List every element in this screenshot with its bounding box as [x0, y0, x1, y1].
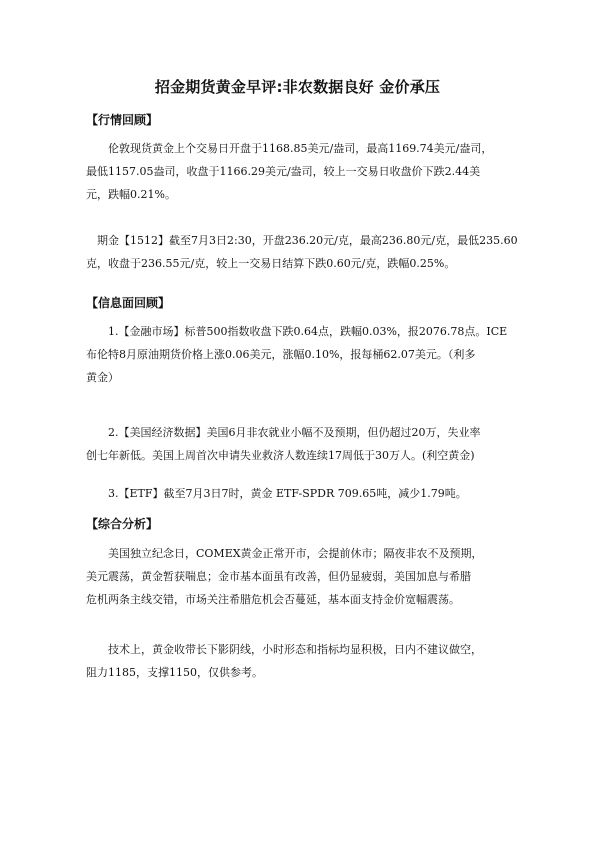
- paragraph-line: 美国独立纪念日，COMEX黄金正常开市，会提前休市；隔夜非农不及预期，: [86, 547, 483, 560]
- paragraph-us-economic-data: [86, 421, 516, 467]
- paragraph-line: 最低1157.05盎司，收盘于1166.29美元/盎司，较上一交易日收盘价下跌2.44美: [86, 165, 481, 178]
- paragraph-financial-market: [86, 320, 516, 389]
- paragraph-line: 克，收盘于236.55元/克，较上一交易日结算下跌0.60元/克，跌幅0.25%。: [86, 257, 456, 270]
- paragraph-line: 黄金）: [86, 371, 119, 384]
- paragraph-line: 阻力1185，支撑1150，仅供参考。: [86, 666, 263, 679]
- document-title: 招金期货黄金早评:非农数据良好 金价承压: [154, 78, 441, 96]
- paragraph-line: 伦敦现货黄金上个交易日开盘于1168.85美元/盎司，最高1169.74美元/盎司，: [86, 142, 493, 155]
- paragraph-london-gold: [86, 137, 516, 206]
- paragraph-line: 元，跌幅0.21%。: [86, 188, 176, 201]
- paragraph-etf: [86, 482, 516, 505]
- paragraph-line: 1.【金融市场】标普500指数收盘下跌0.64点，跌幅0.03%，报2076.78点。ICE: [86, 325, 508, 338]
- paragraph-line: 3.【ETF】截至7月3日7时，黄金 ETF-SPDR 709.65吨，减少1.79吨。: [86, 487, 467, 500]
- paragraph-technical-analysis: [86, 638, 516, 684]
- section-heading-news-review: 【信息面回顾】: [86, 296, 171, 310]
- paragraph-line: 2.【美国经济数据】美国6月非农就业小幅不及预期，但仍超过20万，失业率: [86, 426, 481, 439]
- paragraph-line: 危机两条主线交错，市场关注希腊危机会否蔓延，基本面支持金价宽幅震荡。: [86, 593, 460, 606]
- paragraph-line: 美元震荡，黄金暂获喘息；金市基本面虽有改善，但仍显疲弱，美国加息与希腊: [86, 570, 471, 583]
- paragraph-fundamental-analysis: [86, 542, 516, 611]
- paragraph-line: 期金【1512】截至7月3日2:30，开盘236.20元/克，最高236.80元/克，最低235.60: [86, 234, 518, 247]
- section-heading-analysis: 【综合分析】: [86, 517, 159, 531]
- paragraph-line: 创七年新低。美国上周首次申请失业救济人数连续17周低于30万人。(利空黄金): [86, 449, 475, 462]
- section-heading-market-review: 【行情回顾】: [86, 113, 159, 127]
- paragraph-futures-gold: [86, 229, 516, 275]
- paragraph-line: 布伦特8月原油期货价格上涨0.06美元，涨幅0.10%，报每桶62.07美元。（利多: [86, 348, 476, 361]
- paragraph-line: 技术上，黄金收带长下影阴线，小时形态和指标均显积极，日内不建议做空，: [86, 643, 482, 656]
